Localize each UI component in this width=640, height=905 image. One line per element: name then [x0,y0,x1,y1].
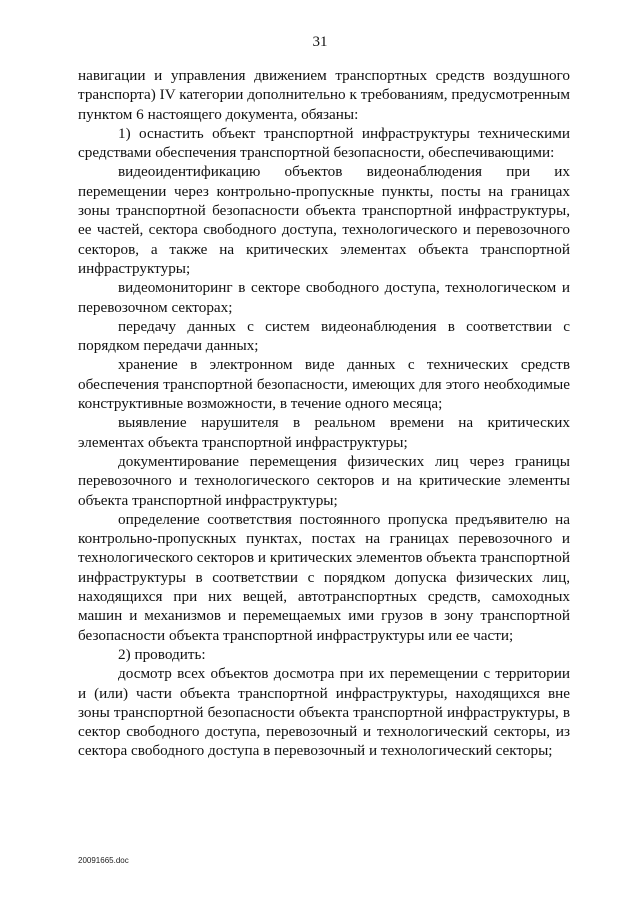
paragraph-data-transfer: передачу данных с систем видеонаблюдения в соответствии с порядком передачи данных; [78,317,570,355]
footer-filename: 20091665.doc [78,856,129,865]
page-number: 31 [312,34,328,50]
paragraph-item-2: 2) проводить: [118,645,206,663]
paragraph-video-monitoring: видеомониторинг в секторе свободного доступа, технологическом и перевозочном секторах; [78,279,570,316]
paragraph-data-storage: хранение в электронном виде данных с технических средств обеспечения транспортной безопасности, имеющих для этого необходимые конструктивные возможности, в течение одного месяца; [78,356,570,413]
document-body [78,66,570,761]
paragraph-intruder-detection: выявление нарушителя в реальном времени на критических элементах объекта транспортной инфраструктуры; [78,414,570,451]
paragraph-pass-verification: определение соответствия постоянного пропуска предъявителю на контрольно-пропускных пунктах, постах на границах перевозочного и технологического секторов и критических элементов объекта транспортной инфраструктуры в соответствии с порядком допуска физических лиц, находящихся при них вещей, автотранспортных средств, самоходных машин и механизмов и перемещаемых ими грузов в зону транспортной безопасности объекта транспортной инфраструктуры или ее части; [78,510,570,644]
paragraph-item-1: 1) оснастить объект транспортной инфраструктуры техническими средствами обеспечения транспортной безопасности, обеспечивающими: [78,124,570,162]
paragraph-inspection: досмотр всех объектов досмотра при их перемещении с территории и (или) части объекта транспортной инфраструктуры, находящихся вне зоны транспортной безопасности объекта транспортной инфраструктуры, в сектор свободного доступа, перевозочный и технологический секторы, из сектора свободного доступа в перевозочный и технологический секторы; [78,665,570,760]
paragraph-intro: навигации и управления движением транспортных средств воздушного транспорта) IV категории дополнительно к требованиям, предусмотренным пунктом 6 настоящего документа, обязаны: [78,67,570,123]
paragraph-movement-documentation: документирование перемещения физических лиц через границы перевозочного и технологического секторов и на критические элементы объекта транспортной инфраструктуры; [78,452,570,509]
paragraph-video-identification: видеоидентификацию объектов видеонаблюдения при их перемещении через контрольно-пропускные пункты, посты на границах зоны транспортной безопасности объекта транспортной инфраструктуры, ее частей, сектора свободного доступа, технологического и перевозочного секторов, а также на критических элементах объекта транспортной инфраструктуры; [78,163,570,277]
